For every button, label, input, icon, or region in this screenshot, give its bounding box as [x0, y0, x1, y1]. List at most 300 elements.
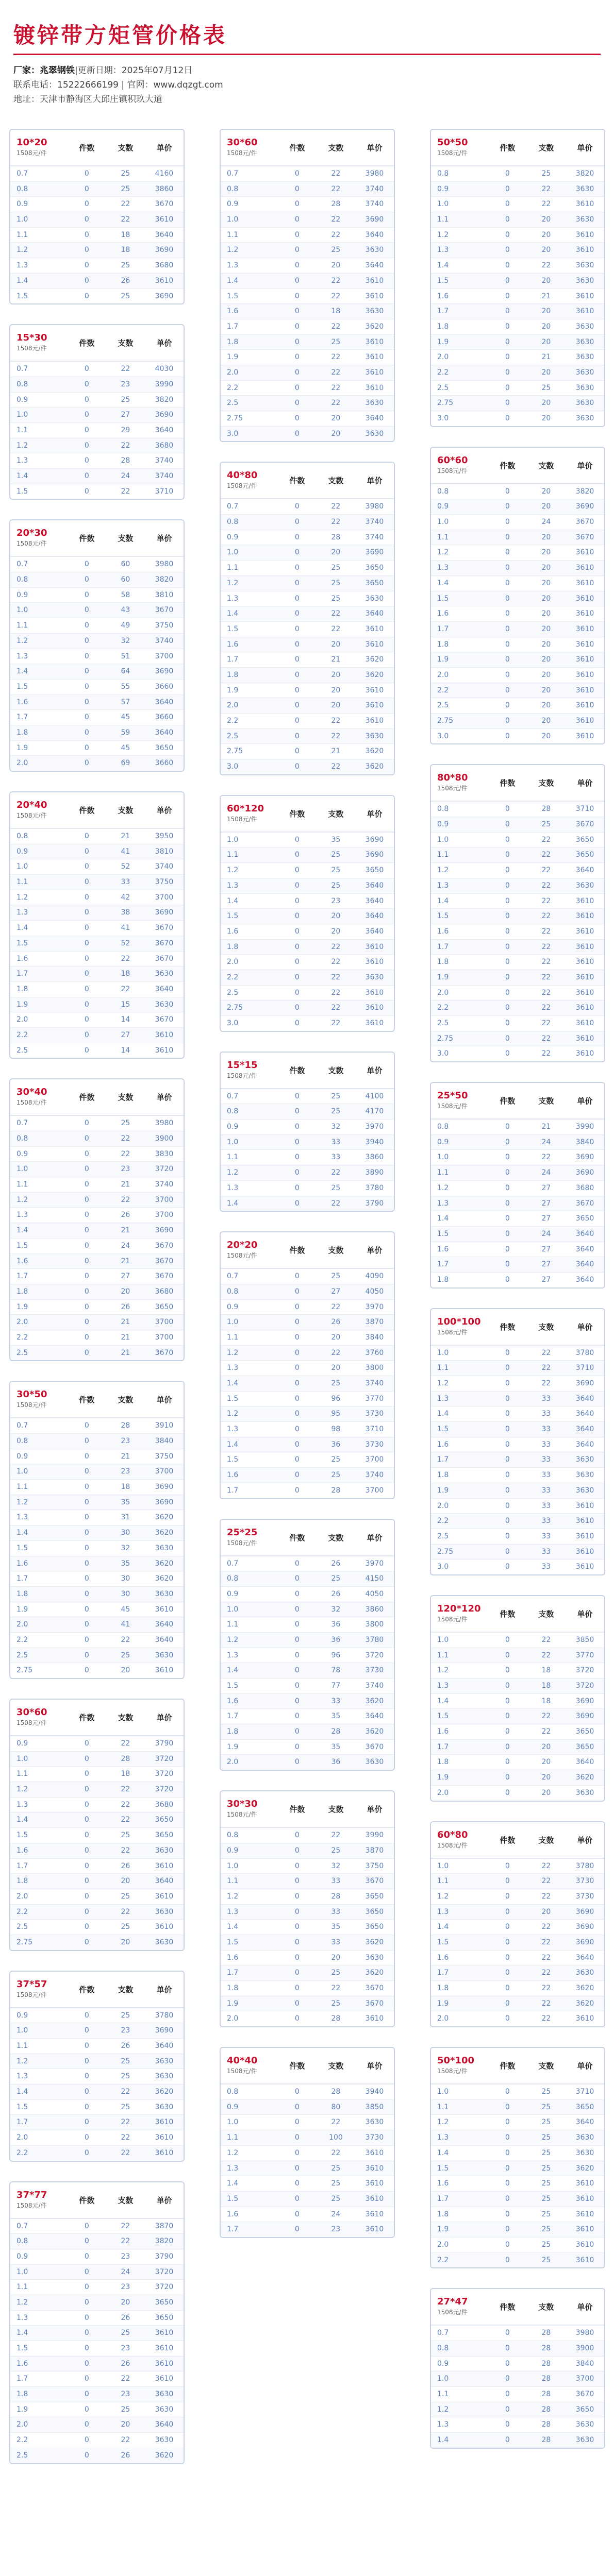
- count-cell: 0: [84, 292, 89, 300]
- table-body: [221, 1827, 394, 2026]
- thickness-cell: 0.9: [16, 395, 28, 404]
- size-cell: [10, 520, 68, 556]
- header-weight: 支数: [538, 1096, 554, 1106]
- thickness-cell: 1.4: [227, 1923, 239, 1931]
- count-cell: 0: [294, 973, 300, 981]
- weight-cell: 25: [331, 337, 341, 346]
- count-cell: 0: [505, 1410, 510, 1418]
- count-cell: 0: [294, 1938, 300, 1946]
- table-row: [431, 1498, 604, 1514]
- thickness-cell: 1.4: [227, 896, 239, 905]
- thickness-cell: 2.75: [227, 414, 243, 422]
- price-cell: 3610: [575, 1049, 594, 1058]
- price-cell: 3610: [365, 2210, 384, 2218]
- weight-cell: 25: [541, 2118, 551, 2127]
- count-cell: 0: [294, 1348, 300, 1357]
- header-weight: 支数: [118, 143, 134, 152]
- thickness-cell: 0.7: [227, 1559, 239, 1568]
- count-cell: 0: [84, 2103, 89, 2111]
- thickness-cell: 1.3: [227, 1425, 239, 1434]
- count-cell: 0: [84, 1015, 89, 1024]
- table-row: [431, 698, 604, 713]
- thickness-cell: 0.8: [437, 1123, 449, 1131]
- price-cell: 3670: [155, 1015, 174, 1024]
- count-cell: 0: [294, 1846, 300, 1855]
- thickness-cell: 1.4: [16, 1529, 28, 1537]
- weight-cell: 22: [331, 292, 341, 300]
- count-cell: 0: [505, 1379, 510, 1387]
- count-cell: 0: [505, 1635, 510, 1644]
- count-cell: 0: [84, 939, 89, 947]
- count-cell: 0: [505, 399, 510, 408]
- count-cell: 0: [294, 1107, 300, 1116]
- weight-cell: 20: [331, 640, 341, 649]
- thickness-cell: 2.2: [437, 1517, 449, 1526]
- count-cell: 0: [294, 717, 300, 725]
- price-cell: 3630: [365, 973, 384, 981]
- table-row: [431, 2402, 604, 2417]
- weight-cell: 32: [331, 1605, 341, 1614]
- thickness-cell: 2.5: [227, 988, 239, 997]
- thickness-cell: 1.6: [16, 954, 28, 963]
- table-row: [431, 349, 604, 365]
- count-cell: 0: [294, 2210, 300, 2218]
- table-row: [431, 2222, 604, 2237]
- table-row: [431, 1452, 604, 1467]
- weight-cell: 22: [541, 1019, 551, 1027]
- table-row: [221, 1345, 394, 1361]
- thickness-cell: 1.1: [437, 1364, 449, 1372]
- count-cell: 0: [294, 579, 300, 587]
- price-cell: 3690: [365, 835, 384, 844]
- table-row: [431, 908, 604, 924]
- price-cell: 3650: [365, 1923, 384, 1931]
- price-cell: 3610: [155, 2359, 174, 2368]
- count-cell: 0: [294, 851, 300, 859]
- price-cell: 3650: [575, 2103, 594, 2111]
- weight-cell: 30: [121, 1589, 130, 1598]
- table-row: [10, 1797, 184, 1812]
- price-cell: 3640: [575, 1260, 594, 1269]
- unit-label: 1508元/件: [16, 1099, 47, 1107]
- thickness-cell: 1.3: [16, 908, 28, 917]
- weight-cell: 22: [121, 2237, 130, 2246]
- price-cell: 3610: [365, 383, 384, 392]
- thickness-cell: 1.2: [227, 2148, 239, 2157]
- price-cell: 3640: [575, 1758, 594, 1767]
- price-cell: 3650: [155, 2313, 174, 2322]
- thickness-cell: 1.6: [16, 1257, 28, 1265]
- weight-cell: 22: [121, 200, 130, 209]
- price-cell: 3610: [155, 2375, 174, 2383]
- table-row: [431, 1360, 604, 1376]
- table-row: [10, 1253, 184, 1269]
- thickness-cell: 1.8: [227, 337, 239, 346]
- thickness-cell: 1.3: [437, 246, 449, 255]
- thickness-cell: 1.0: [227, 215, 239, 224]
- count-cell: 0: [505, 307, 510, 316]
- thickness-cell: 0.8: [227, 2088, 239, 2096]
- price-cell: 3750: [155, 1452, 174, 1461]
- header-count: 件数: [500, 2302, 516, 2312]
- table-row: [10, 709, 184, 725]
- price-cell: 3670: [155, 924, 174, 933]
- price-cell: 3670: [575, 2390, 594, 2399]
- price-cell: 3650: [575, 851, 594, 859]
- size-label: 20*30: [16, 528, 47, 539]
- price-cell: 3670: [155, 606, 174, 615]
- table-row: [221, 499, 394, 514]
- thickness-cell: 1.1: [16, 426, 28, 434]
- count-cell: 0: [505, 564, 510, 572]
- weight-cell: 22: [121, 985, 130, 993]
- thickness-cell: 2.0: [437, 670, 449, 679]
- table-row: [431, 212, 604, 227]
- count-cell: 0: [84, 1907, 89, 1916]
- price-cell: 3830: [155, 1149, 174, 1158]
- thickness-cell: 1.4: [16, 276, 28, 285]
- table-body: [10, 1115, 184, 1360]
- count-cell: 0: [294, 2103, 300, 2111]
- size-cell: [221, 1791, 278, 1827]
- size-label: 20*20: [227, 1240, 258, 1251]
- price-cell: 3690: [155, 908, 174, 917]
- thickness-cell: 0.9: [16, 590, 28, 599]
- price-column-2: [220, 129, 395, 2258]
- count-cell: 0: [505, 670, 510, 679]
- count-cell: 0: [505, 1229, 510, 1238]
- table-header: [10, 1700, 184, 1736]
- table-row: [221, 1919, 394, 1935]
- thickness-cell: 1.4: [437, 1697, 449, 1705]
- weight-cell: 25: [121, 2072, 130, 2081]
- price-cell: 3640: [155, 985, 174, 993]
- price-cell: 3630: [575, 1471, 594, 1480]
- price-cell: 3690: [155, 411, 174, 419]
- weight-cell: 25: [121, 1831, 130, 1840]
- size-cell: [10, 1972, 68, 2007]
- count-cell: 0: [294, 1574, 300, 1583]
- table-row: [10, 1223, 184, 1238]
- weight-cell: 28: [541, 2329, 551, 2337]
- thickness-cell: 1.0: [16, 862, 28, 871]
- price-cell: 3640: [365, 881, 384, 890]
- price-cell: 3780: [575, 1861, 594, 1870]
- count-cell: 0: [84, 1785, 89, 1794]
- count-cell: 0: [84, 170, 89, 178]
- table-row: [221, 954, 394, 970]
- thickness-cell: 1.2: [16, 246, 28, 255]
- thickness-cell: 0.9: [227, 2103, 239, 2111]
- size-label: 30*60: [16, 1707, 47, 1718]
- thickness-cell: 2.0: [437, 988, 449, 997]
- thickness-cell: 0.8: [16, 1134, 28, 1143]
- thickness-cell: 0.9: [437, 2359, 449, 2368]
- weight-cell: 25: [331, 1471, 341, 1480]
- weight-cell: 25: [121, 292, 130, 300]
- price-table: [9, 791, 185, 1059]
- table-body: [431, 1858, 604, 2027]
- thickness-cell: 1.4: [437, 1410, 449, 1418]
- table-row: [10, 1571, 184, 1586]
- table-body: [431, 2325, 604, 2448]
- price-cell: 3610: [155, 2133, 174, 2142]
- weight-cell: 22: [121, 2148, 130, 2157]
- weight-cell: 22: [121, 954, 130, 963]
- table-row: [431, 1904, 604, 1920]
- header-price: 单价: [156, 534, 172, 544]
- price-cell: 3710: [155, 487, 174, 496]
- price-cell: 3720: [155, 1785, 174, 1794]
- weight-cell: 98: [331, 1425, 341, 1434]
- thickness-cell: 1.2: [437, 548, 449, 557]
- price-cell: 3680: [155, 1287, 174, 1296]
- price-cell: 3700: [155, 1211, 174, 1219]
- table-row: [10, 2023, 184, 2038]
- table-header: [221, 796, 394, 832]
- thickness-cell: 1.9: [437, 2225, 449, 2234]
- thickness-cell: 0.7: [227, 170, 239, 178]
- header-count: 件数: [289, 1533, 305, 1543]
- thickness-cell: 1.4: [227, 2179, 239, 2188]
- count-cell: 0: [294, 383, 300, 392]
- thickness-cell: 1.5: [437, 1229, 449, 1238]
- weight-cell: 33: [541, 1394, 551, 1403]
- table-row: [10, 951, 184, 967]
- count-cell: 0: [84, 878, 89, 887]
- table-row: [431, 924, 604, 939]
- weight-cell: 28: [331, 1486, 341, 1495]
- table-row: [10, 1161, 184, 1177]
- count-cell: 0: [505, 896, 510, 905]
- table-row: [221, 1556, 394, 1571]
- count-cell: 0: [84, 1938, 89, 1946]
- thickness-cell: 1.3: [437, 564, 449, 572]
- table-row: [10, 1449, 184, 1464]
- count-cell: 0: [84, 1666, 89, 1675]
- price-cell: 3840: [155, 1437, 174, 1445]
- count-cell: 0: [84, 1467, 89, 1476]
- weight-cell: 58: [121, 590, 130, 599]
- weight-cell: 22: [541, 1379, 551, 1387]
- weight-cell: 25: [121, 2057, 130, 2065]
- weight-cell: 33: [541, 1532, 551, 1540]
- count-cell: 0: [294, 1620, 300, 1629]
- price-cell: 3610: [365, 2225, 384, 2234]
- header-count: 件数: [289, 809, 305, 819]
- price-cell: 3610: [365, 368, 384, 377]
- thickness-cell: 2.5: [437, 1532, 449, 1540]
- weight-cell: 22: [541, 2014, 551, 2023]
- weight-cell: 33: [541, 1517, 551, 1526]
- weight-cell: 25: [541, 383, 551, 392]
- price-cell: 3700: [365, 1486, 384, 1495]
- price-cell: 4170: [365, 1107, 384, 1116]
- table-header: [431, 1083, 604, 1119]
- price-cell: 3890: [365, 1168, 384, 1177]
- thickness-cell: 1.2: [16, 2298, 28, 2307]
- price-cell: 3690: [575, 1153, 594, 1162]
- size-cell: [431, 1083, 488, 1118]
- count-cell: 0: [84, 2088, 89, 2096]
- weight-cell: 35: [331, 1712, 341, 1721]
- header-weight: 支数: [538, 461, 554, 470]
- weight-cell: 22: [541, 1635, 551, 1644]
- table-row: [10, 649, 184, 664]
- table-row: [431, 2207, 604, 2222]
- weight-cell: 21: [121, 1318, 130, 1327]
- thickness-cell: 1.7: [16, 1861, 28, 1870]
- weight-cell: 36: [331, 1758, 341, 1767]
- price-table: [9, 1971, 185, 2162]
- table-row: [431, 2237, 604, 2252]
- price-cell: 3740: [365, 518, 384, 527]
- count-cell: 0: [84, 1816, 89, 1824]
- thickness-cell: 1.7: [16, 1272, 28, 1281]
- price-cell: 3810: [155, 590, 174, 599]
- header-price: 单价: [577, 778, 593, 788]
- table-row: [431, 2176, 604, 2191]
- thickness-cell: 1.5: [437, 276, 449, 285]
- weight-cell: 25: [121, 1892, 130, 1901]
- thickness-cell: 0.8: [227, 1574, 239, 1583]
- price-cell: 3870: [365, 1846, 384, 1855]
- price-cell: 3610: [575, 594, 594, 603]
- weight-cell: 35: [121, 1559, 130, 1568]
- weight-cell: 22: [541, 1727, 551, 1736]
- table-row: [10, 1540, 184, 1556]
- count-cell: 0: [84, 954, 89, 963]
- weight-cell: 20: [331, 701, 341, 710]
- table-row: [431, 1632, 604, 1648]
- price-cell: 3980: [575, 2329, 594, 2337]
- thickness-cell: 0.9: [227, 1846, 239, 1855]
- header-count: 件数: [289, 143, 305, 152]
- weight-cell: 25: [121, 261, 130, 270]
- weight-cell: 33: [331, 1877, 341, 1886]
- thickness-cell: 0.9: [437, 184, 449, 193]
- size-cell: [10, 2182, 68, 2218]
- weight-cell: 28: [331, 200, 341, 209]
- table-row: [10, 1027, 184, 1043]
- count-cell: 0: [294, 564, 300, 572]
- price-cell: 3750: [155, 621, 174, 630]
- price-cell: 3620: [365, 1727, 384, 1736]
- table-body: [431, 1119, 604, 1287]
- thickness-cell: 0.8: [227, 184, 239, 193]
- weight-cell: 31: [121, 1513, 130, 1522]
- weight-cell: 20: [331, 686, 341, 694]
- count-cell: 0: [294, 701, 300, 710]
- price-cell: 3690: [575, 1907, 594, 1916]
- count-cell: 0: [84, 713, 89, 722]
- table-row: [221, 1104, 394, 1119]
- weight-cell: 38: [121, 908, 130, 917]
- count-cell: 0: [84, 924, 89, 933]
- count-cell: 0: [294, 1183, 300, 1192]
- count-cell: 0: [294, 1892, 300, 1901]
- weight-cell: 20: [541, 502, 551, 511]
- thickness-cell: 1.3: [227, 2164, 239, 2173]
- weight-cell: 25: [541, 820, 551, 829]
- thickness-cell: 1.4: [16, 667, 28, 676]
- price-cell: 3690: [155, 1226, 174, 1235]
- thickness-cell: 1.0: [227, 548, 239, 557]
- table-row: [431, 1031, 604, 1046]
- table-row: [431, 1165, 604, 1180]
- thickness-cell: 1.3: [437, 2420, 449, 2429]
- weight-cell: 20: [541, 230, 551, 239]
- weight-cell: 22: [121, 1907, 130, 1916]
- weight-cell: 22: [121, 2118, 130, 2127]
- price-cell: 3630: [155, 1907, 174, 1916]
- table-row: [10, 1858, 184, 1874]
- count-cell: 0: [505, 548, 510, 557]
- table-row: [221, 1000, 394, 1015]
- price-cell: 3650: [155, 743, 174, 752]
- price-cell: 3640: [155, 1620, 174, 1629]
- size-cell: [431, 2289, 488, 2325]
- count-cell: 0: [84, 636, 89, 645]
- thickness-cell: 0.7: [437, 2329, 449, 2337]
- table-row: [221, 2222, 394, 2237]
- table-header: [10, 792, 184, 828]
- price-cell: 3970: [365, 1559, 384, 1568]
- table-row: [431, 801, 604, 817]
- table-row: [221, 530, 394, 545]
- table-row: [221, 2176, 394, 2191]
- thickness-cell: 0.9: [16, 847, 28, 856]
- thickness-cell: 1.7: [16, 1574, 28, 1583]
- price-cell: 3650: [155, 2298, 174, 2307]
- table-row: [221, 908, 394, 924]
- thickness-cell: 1.7: [227, 2225, 239, 2234]
- header-count: 件数: [79, 806, 95, 815]
- price-cell: 3700: [155, 1467, 174, 1476]
- price-cell: 3730: [575, 1877, 594, 1886]
- count-cell: 0: [84, 1437, 89, 1445]
- weight-cell: 25: [121, 395, 130, 404]
- weight-cell: 33: [541, 1425, 551, 1434]
- weight-cell: 22: [541, 1348, 551, 1357]
- price-cell: 3630: [575, 881, 594, 890]
- header-price: 单价: [156, 1093, 172, 1103]
- thickness-cell: 1.4: [227, 1199, 239, 1208]
- price-cell: 3610: [575, 896, 594, 905]
- count-cell: 0: [505, 1999, 510, 2008]
- size-cell: [431, 1596, 488, 1632]
- count-cell: 0: [294, 276, 300, 285]
- count-cell: 0: [294, 2179, 300, 2188]
- price-cell: 4030: [155, 365, 174, 374]
- thickness-cell: 1.2: [437, 1183, 449, 1192]
- table-row: [221, 2130, 394, 2145]
- weight-cell: 22: [541, 1651, 551, 1659]
- weight-cell: 22: [331, 2148, 341, 2157]
- price-cell: 3640: [155, 230, 174, 239]
- thickness-cell: 0.9: [16, 1739, 28, 1748]
- count-cell: 0: [294, 2194, 300, 2203]
- count-cell: 0: [294, 414, 300, 422]
- price-cell: 3740: [365, 533, 384, 541]
- count-cell: 0: [294, 1471, 300, 1480]
- size-cell: [431, 1309, 488, 1345]
- table-row: [10, 1495, 184, 1510]
- thickness-cell: 1.8: [227, 1984, 239, 1992]
- weight-cell: 21: [541, 292, 551, 300]
- header-price: 单价: [367, 1533, 383, 1543]
- thickness-cell: 1.4: [227, 276, 239, 285]
